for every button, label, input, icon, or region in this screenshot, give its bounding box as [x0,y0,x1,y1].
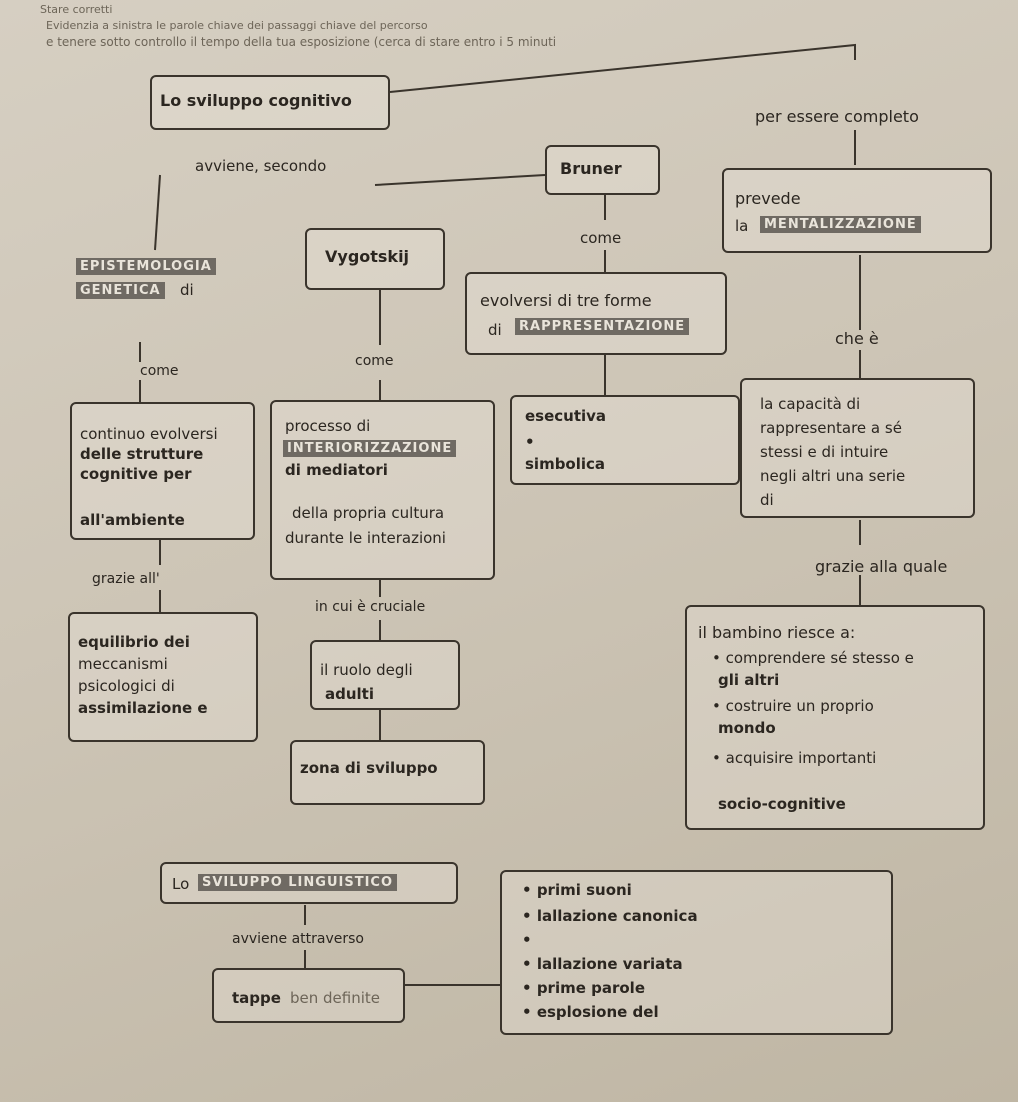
stage-4: • lallazione variata [522,955,683,973]
prevede-label: prevede [735,189,801,208]
header-line-1: Stare corretti [40,3,113,16]
grazie-alla-quale: grazie alla quale [815,557,948,576]
stage-2: • lallazione canonica [522,907,698,925]
stage-5: • prime parole [522,979,645,997]
stage-5-text: prime parole [536,979,645,997]
header-line-3: e tenere sotto controllo il tempo della tua esposizione (cerca di stare entro i 5 minuti [46,35,557,49]
rappresentazione-highlight: RAPPRESENTAZIONE [515,318,689,335]
root-label: Lo sviluppo cognitivo [160,91,352,110]
della-cultura: della propria cultura [292,504,445,522]
forma-simbolica: simbolica [525,455,606,473]
continuo-line-2: delle strutture [80,445,204,463]
evolversi-label: evolversi di tre forme [480,291,652,310]
bambino-comprendere: • comprendere sé stesso e [712,649,914,667]
equilibrio-line-2: meccanismi [78,655,168,673]
grazie-all: grazie all' [92,571,160,587]
durante-interazioni: durante le interazioni [285,529,446,547]
stage-1: • primi suoni [522,881,632,899]
equilibrio-line-1: equilibrio dei [78,633,190,651]
forma-esecutiva: esecutiva [525,407,607,425]
zona-sviluppo: zona di sviluppo [300,759,438,777]
stage-6-text: esplosione del [536,1003,659,1021]
bambino-socio-cognitive: socio-cognitive [718,795,846,813]
bruner-label: Bruner [560,159,622,178]
capacita-line-5: di [760,491,774,509]
bambino-gli-altri: gli altri [718,671,780,689]
mentalizzazione-highlight: MENTALIZZAZIONE [760,216,921,233]
avviene-attraverso: avviene attraverso [232,931,364,947]
line-avviene-piaget [155,175,160,250]
tappe-label: tappe [232,989,281,1007]
continuo-line-4: all'ambiente [80,511,185,529]
capacita-line-4: negli altri una serie [760,467,906,485]
ben-definite: ben definite [290,989,381,1007]
bambino-acquisire: • acquisire importanti [712,749,877,767]
come-bruner: come [580,229,622,247]
sviluppo-linguistico-highlight: SVILUPPO LINGUISTICO [198,874,397,891]
capacita-line-2: rappresentare a sé [760,419,902,437]
capacita-line-1: la capacità di [760,395,861,413]
per-essere-completo: per essere completo [755,107,919,126]
genetica-highlight: GENETICA [76,282,165,299]
equilibrio-line-4: assimilazione e [78,699,208,717]
in-cui-cruciale: in cui è cruciale [315,599,426,615]
che-e: che è [835,329,879,348]
epistemologia-highlight: EPISTEMOLOGIA [76,258,216,275]
ruolo-line-2: adulti [325,685,374,703]
capacita-line-3: stessi e di intuire [760,443,889,461]
stage-2-text: lallazione canonica [536,907,698,925]
bambino-mondo: mondo [718,719,776,737]
bambino-riesce: il bambino riesce a: [698,623,856,642]
stage-1-text: primi suoni [536,881,632,899]
di-piaget: di [180,281,194,299]
come-left: come [140,363,179,379]
stage-3: • [522,931,532,949]
equilibrio-line-3: psicologici di [78,677,175,695]
acquisire-text: acquisire importanti [725,749,877,767]
ruolo-line-1: il ruolo degli [320,661,413,679]
la-label: la [735,217,749,235]
processo-di: processo di [285,417,371,435]
comprendere-text: comprendere sé stesso e [725,649,914,667]
forma-vuota: • [525,433,535,451]
costruire-text: costruire un proprio [725,697,874,715]
come-mid: come [355,353,394,369]
line-root-top [390,45,855,92]
bambino-costruire: • costruire un proprio [712,697,874,715]
box-prevede [722,168,992,253]
interiorizzazione-highlight: INTERIORIZZAZIONE [283,440,456,457]
di-rappresentazione: di [488,321,502,339]
line-avviene-bruner [375,175,545,185]
avviene-secondo: avviene, secondo [195,157,327,175]
lo-label: Lo [172,875,190,893]
continuo-line-1: continuo evolversi [80,425,218,443]
stage-6: • esplosione del [522,1003,659,1021]
box-evolversi [465,272,727,355]
continuo-line-3: cognitive per [80,465,192,483]
di-mediatori: di mediatori [285,461,388,479]
header-line-2: Evidenzia a sinistra le parole chiave dei passaggi chiave del percorso [46,19,428,32]
vygotskij-label: Vygotskij [325,247,410,266]
stage-4-text: lallazione variata [536,955,683,973]
